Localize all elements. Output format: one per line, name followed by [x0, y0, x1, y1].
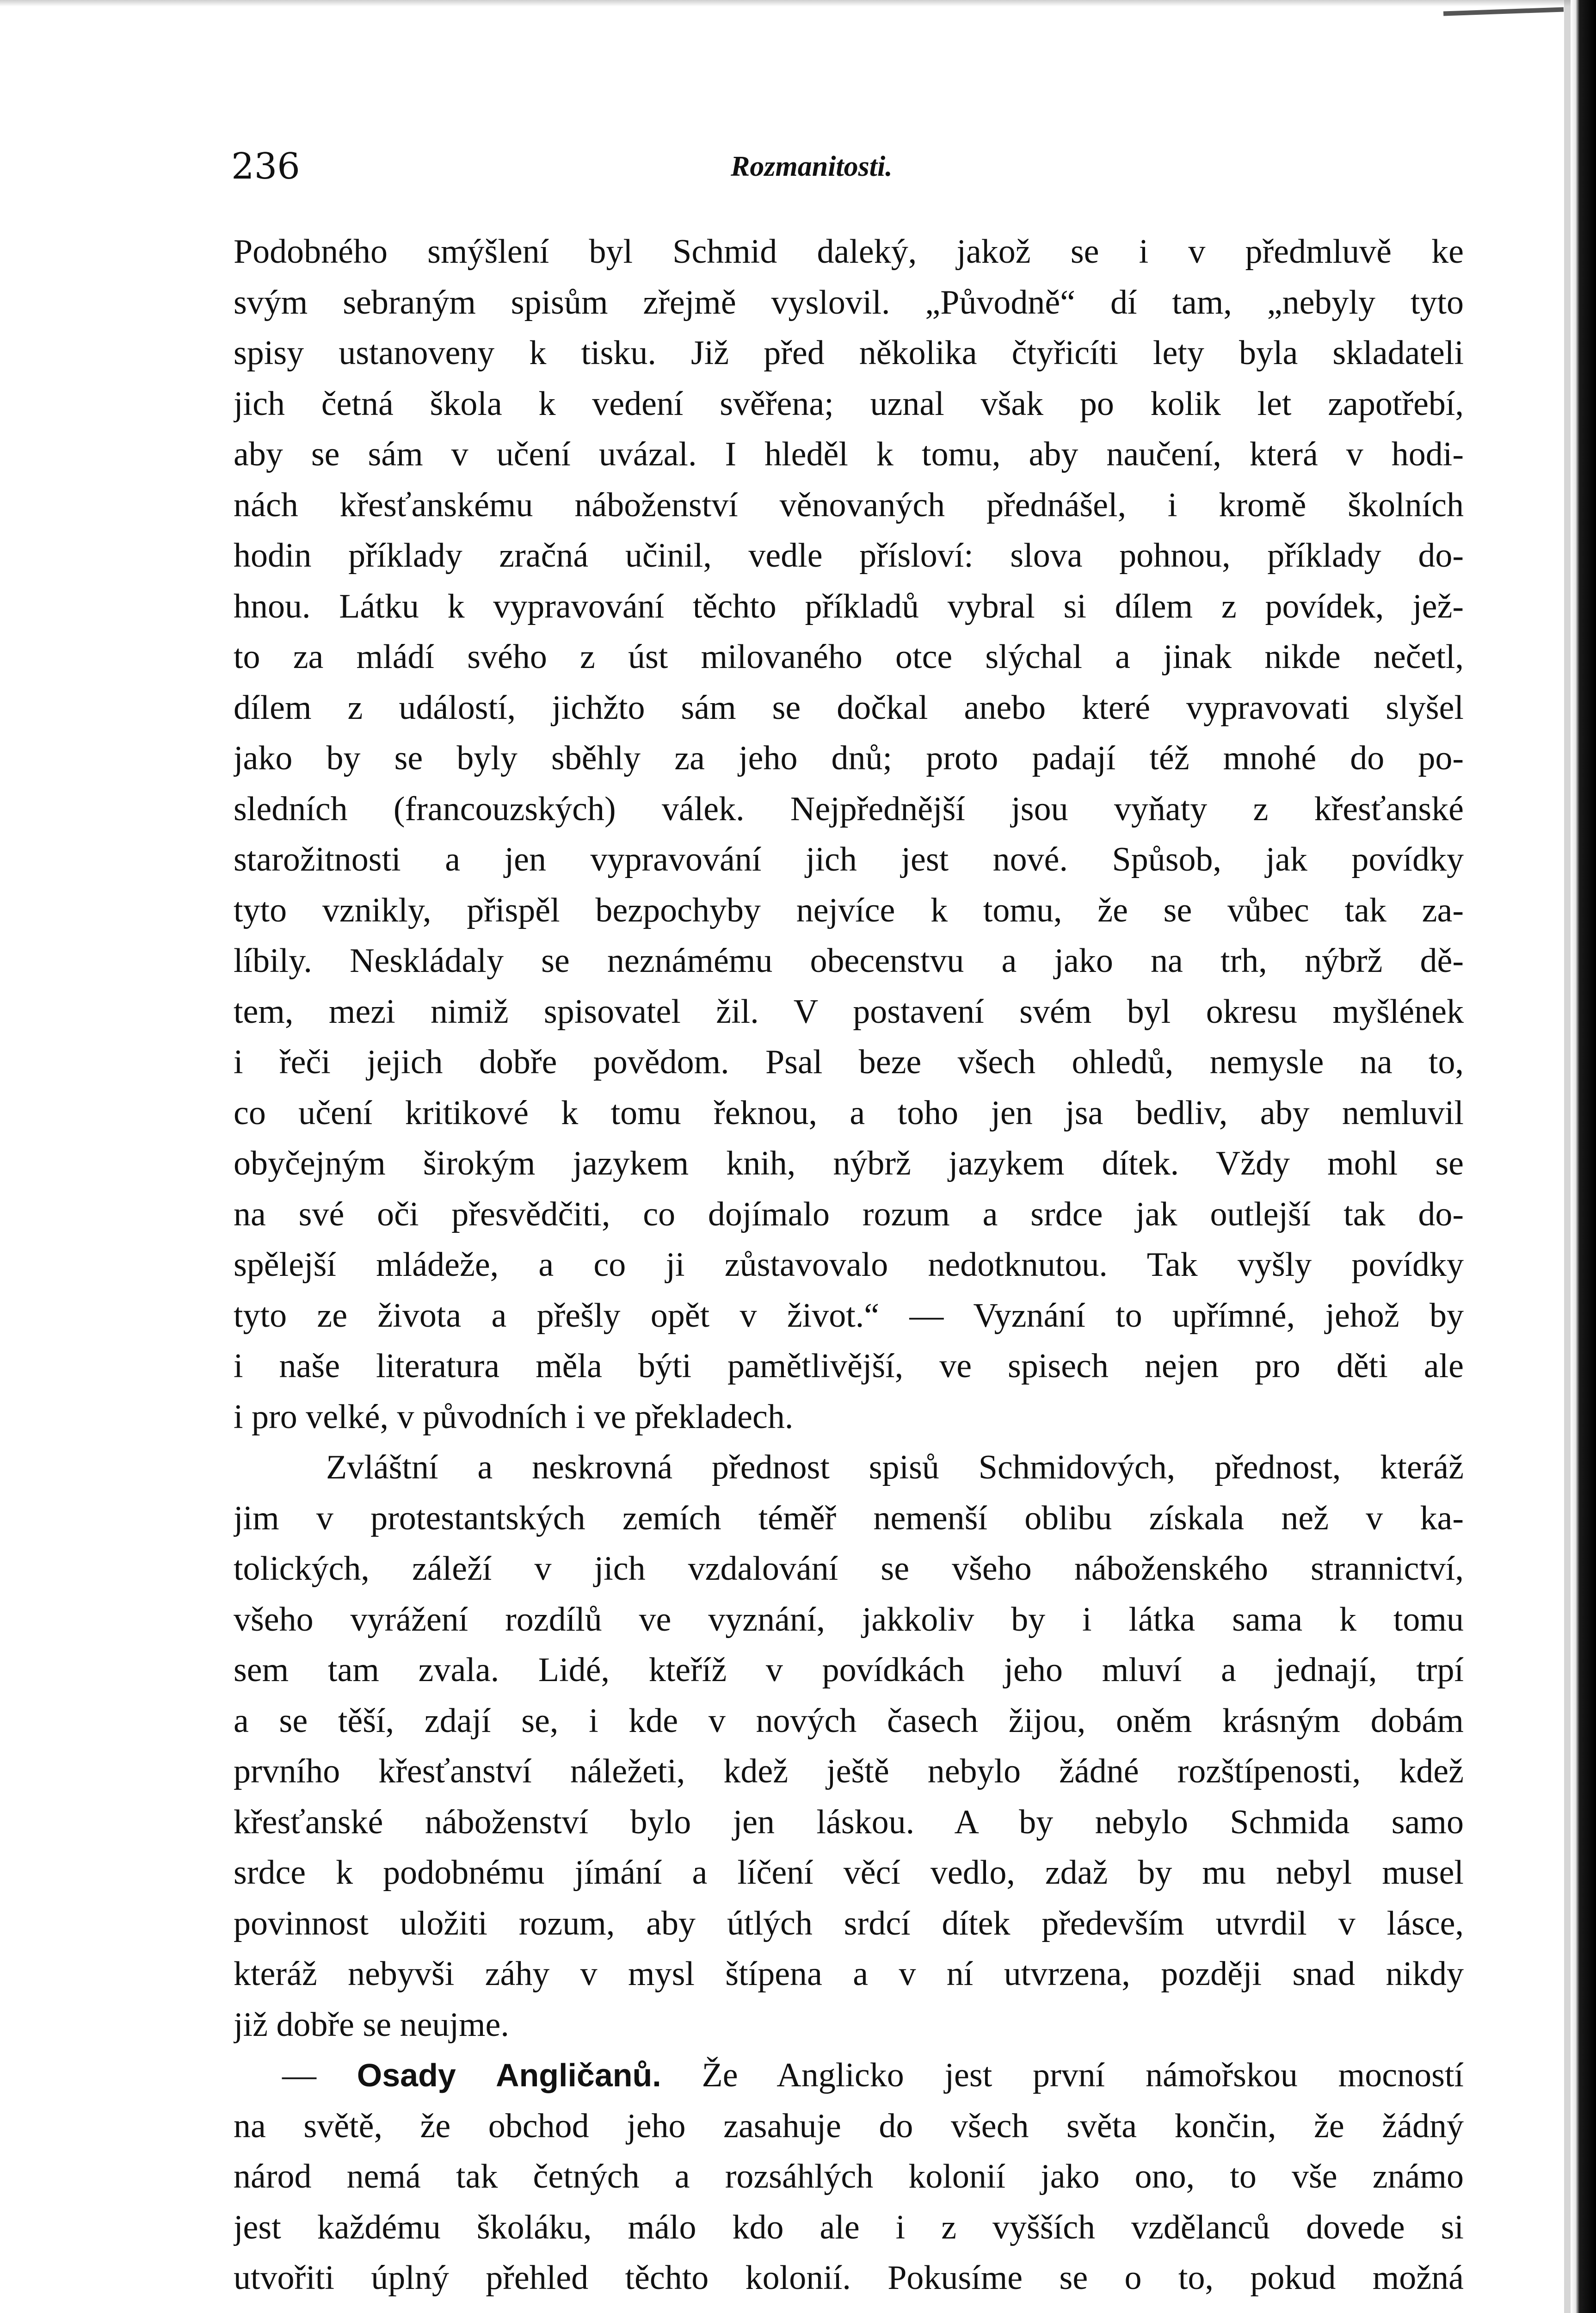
text-line: tem, mezi nimiž spisovatel žil. V postavení svém byl okresu myšlének: [234, 992, 1464, 1031]
section-title: Osady Angličanů.: [357, 2057, 661, 2093]
text-line: aby se sám v učení uvázal. I hleděl k tomu, aby naučení, která v hodi-: [234, 435, 1464, 473]
page-number: 236: [231, 146, 300, 187]
text-line: hnou. Látku k vypravování těchto příkladů vybral si dílem z povídek, jež-: [234, 587, 1464, 625]
text-line: Podobného smýšlení byl Schmid daleký, jakož se i v předmluvě ke: [234, 233, 1464, 271]
text-line: i řeči jejich dobře povědom. Psal beze všech ohledů, nemysle na to,: [234, 1043, 1464, 1081]
text-line: tolických, záleží v jich vzdalování se všeho náboženského strannictví,: [234, 1550, 1464, 1588]
text-line: jako by se byly sběhly za jeho dnů; proto padají též mnohé do po-: [234, 739, 1464, 777]
text-line: povinnost uložiti rozum, aby útlých srdcí dítek především utvrdil v lásce,: [234, 1904, 1464, 1942]
text-line: národ nemá tak četných a rozsáhlých kolonií jako ono, to vše známo: [234, 2158, 1464, 2195]
scan-right-edge: [1571, 0, 1596, 2313]
text-line: svým sebraným spisům zřejmě vyslovil. „Původně“ dí tam, „nebyly tyto: [234, 283, 1464, 322]
text-line-section-lead: [234, 2050, 1464, 2101]
text-line: nách křesťanskému náboženství věnovaných přednášel, i kromě školních: [234, 486, 1464, 524]
body-text: [234, 227, 1464, 2304]
running-head: Rozmanitosti.: [731, 151, 893, 182]
text-line: všeho vyrážení rozdílů ve vyznání, jakkoliv by i látka sama k tomu: [234, 1600, 1464, 1639]
text-line: tyto ze života a přešly opět v život.“ — Vyznání to upřímné, jehož by: [234, 1296, 1464, 1335]
text-line: líbily. Neskládaly se neznámému obecenstvu a jako na trh, nýbrž dě-: [234, 942, 1464, 980]
text-line: utvořiti úplný přehled těchto kolonií. Pokusíme se o to, pokud možná: [234, 2259, 1464, 2297]
page-header: [231, 146, 1471, 187]
text-line: Zvláštní a neskrovná přednost spisů Schmidových, přednost, kteráž: [326, 1448, 1464, 1486]
text-line: na světě, že obchod jeho zasahuje do všech světa končin, že žádný: [234, 2107, 1464, 2145]
text-line: i pro velké, v původních i ve překladech.: [234, 1398, 794, 1436]
text-line: sem tam zvala. Lidé, kteříž v povídkách jeho mluví a jednají, trpí: [234, 1651, 1464, 1689]
text-line: jest každému školáku, málo kdo ale i z vyšších vzdělanců dovede si: [234, 2208, 1464, 2246]
text-line: na své oči přesvědčiti, co dojímalo rozum a srdce jak outlejší tak do-: [234, 1195, 1464, 1233]
text-line: již dobře se neujme.: [234, 2005, 509, 2044]
text-line: spisy ustanoveny k tisku. Již před několika čtyřicíti lety byla skladateli: [234, 334, 1464, 372]
text-line: spělejší mládeže, a co ji zůstavovalo nedotknutou. Tak vyšly povídky: [234, 1246, 1464, 1284]
lead-dash: —: [282, 2056, 316, 2094]
text-line: starožitnosti a jen vypravování jich jest nové. Spůsob, jak povídky: [234, 841, 1464, 878]
text-line: kteráž nebyvši záhy v mysl štípena a v ní utvrzena, později snad nikdy: [234, 1955, 1464, 1993]
text-line: tyto vznikly, přispěl bezpochyby nejvíce k tomu, že se vůbec tak za-: [234, 891, 1464, 929]
text-line: jim v protestantských zemích téměř nemenší oblibu získala než v ka-: [234, 1499, 1464, 1537]
text-line: obyčejným širokým jazykem knih, nýbrž jazykem dítek. Vždy mohl se: [234, 1144, 1464, 1182]
text-line: to za mládí svého z úst milovaného otce slýchal a jinak nikde nečetl,: [234, 638, 1464, 676]
text-line: prvního křesťanství náležeti, kdež ještě nebylo žádné rozštípenosti, kdež: [234, 1752, 1464, 1790]
scan-corner-mark: [1443, 7, 1564, 16]
text-line: hodin příklady zračná učinil, vedle přísloví: slova pohnou, příklady do-: [234, 537, 1464, 575]
text-line: a se těší, zdají se, i kde v nových časech žijou, oněm krásným dobám: [234, 1701, 1464, 1740]
text-line: srdce k podobnému jímání a líčení věcí vedlo, zdaž by mu nebyl musel: [234, 1854, 1464, 1892]
text-line: dílem z událostí, jichžto sám se dočkal anebo které vypravovati slyšel: [234, 688, 1464, 727]
scan-top-edge: [0, 0, 1596, 6]
lead-line-rest: Že Anglicko jest první námořskou mocností: [702, 2056, 1464, 2094]
text-line: co učení kritikové k tomu řeknou, a toho jen jsa bedliv, aby nemluvil: [234, 1094, 1464, 1132]
text-line: jich četná škola k vedení svěřena; uznal však po kolik let zapotřebí,: [234, 384, 1464, 423]
scan-binding-shadow: [1564, 0, 1571, 2313]
text-line: i naše literatura měla býti pamětlivější, ve spisech nejen pro děti ale: [234, 1347, 1464, 1385]
text-line: křesťanské náboženství bylo jen láskou. A by nebylo Schmida samo: [234, 1803, 1464, 1841]
text-line: sledních (francouzských) válek. Nejpřednější jsou vyňaty z křesťanské: [234, 790, 1464, 828]
